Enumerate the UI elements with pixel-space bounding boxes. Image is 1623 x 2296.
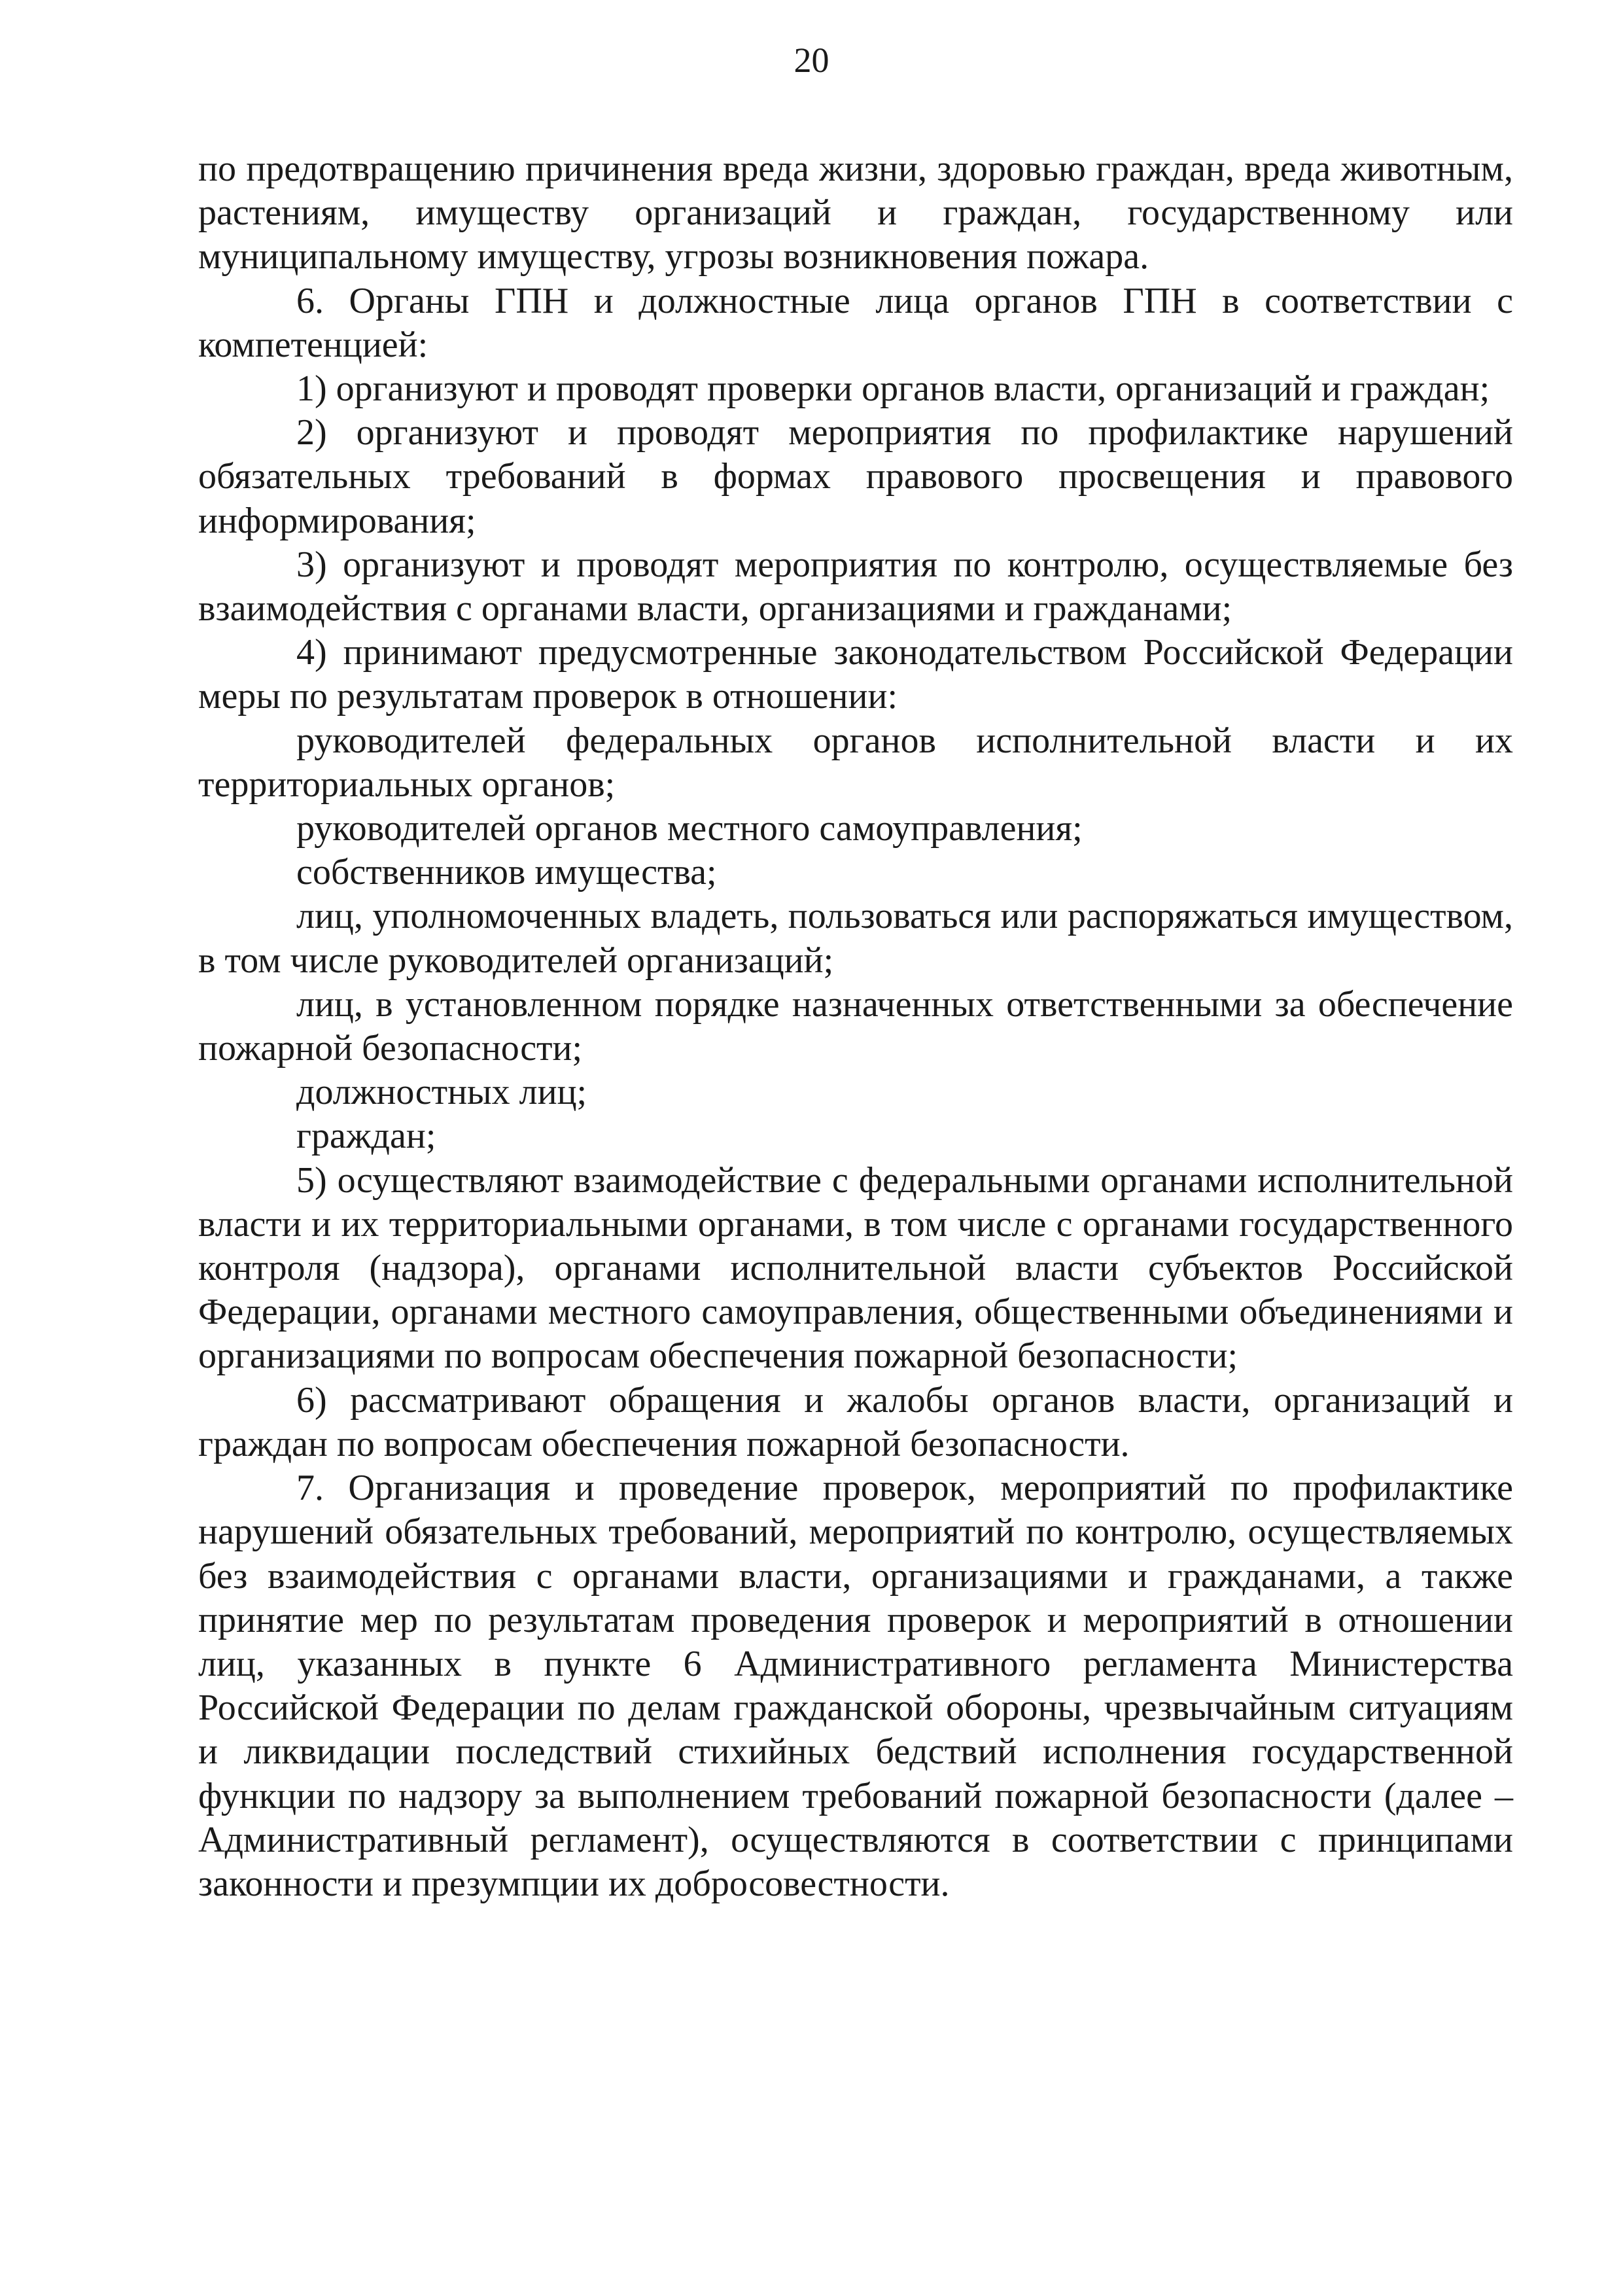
- paragraph-item-6: 6. Органы ГПН и должностные лица органов ГПН в соответствии с компетенцией:: [198, 280, 1513, 365]
- paragraph-subitem-4: 4) принимают предусмотренные законодательством Российской Федерации меры по результатам проверок в отношении:: [198, 632, 1513, 717]
- paragraph-subitem-1: 1) организуют и проводят проверки органов власти, организаций и граждан;: [296, 368, 1490, 410]
- list-entry-officials: должностных лиц;: [296, 1072, 587, 1113]
- paragraph-subitem-3: 3) организуют и проводят мероприятия по контролю, осуществляемые без взаимодействия с органами власти, организациями и гражданами;: [198, 544, 1513, 629]
- paragraph-subitem-5: 5) осуществляют взаимодействие с федеральными органами исполнительной власти и их территориальными органами, в том числе с органами государственного контроля (надзора), органами исполнительной власти субъектов Российской Федерации, органами местного самоуправления, общественными объединениями и организациями по вопросам обеспечения пожарной безопасности;: [198, 1159, 1513, 1377]
- paragraph-continuation: по предотвращению причинения вреда жизни, здоровью граждан, вреда животным, растениям, имуществу организаций и граждан, государственному или муниципальному имуществу, угрозы возникновения пожара.: [198, 149, 1513, 277]
- list-entry-local-heads: руководителей органов местного самоуправления;: [296, 808, 1083, 849]
- list-entry-federal-heads: руководителей федеральных органов исполнительной власти и их территориальных органов;: [198, 720, 1513, 805]
- page-number: 20: [794, 41, 829, 80]
- paragraph-subitem-2: 2) организуют и проводят мероприятия по профилактике нарушений обязательных требований в формах правового просвещения и правового информирования;: [198, 412, 1513, 541]
- list-entry-responsible-persons: лиц, в установленном порядке назначенных ответственными за обеспечение пожарной безопасности;: [198, 983, 1513, 1069]
- paragraph-item-7: 7. Организация и проведение проверок, мероприятий по профилактике нарушений обязательных требований, мероприятий по контролю, осуществляемых без взаимодействия с органами власти, организациями и гражданами, а также принятие мер по результатам проведения проверок и мероприятий в отношении лиц, указанных в пункте 6 Административного регламента Министерства Российской Федерации по делам гражданской обороны, чрезвычайным ситуациям и ликвидации последствий стихийных бедствий исполнения государственной функции по надзору за выполнением требований пожарной безопасности (далее – Административный регламент), осуществляются в соответствии с принципами законности и презумпции их добросовестности.: [198, 1468, 1513, 1904]
- paragraph-subitem-6: 6) рассматривают обращения и жалобы органов власти, организаций и граждан по вопросам обеспечения пожарной безопасности.: [198, 1379, 1513, 1464]
- list-entry-authorized-persons: лиц, уполномоченных владеть, пользоваться или распоряжаться имуществом, в том числе руководителей организаций;: [198, 896, 1513, 981]
- list-entry-property-owners: собственников имущества;: [296, 852, 717, 893]
- document-body: [198, 147, 1513, 1906]
- list-entry-citizens: граждан;: [296, 1116, 436, 1157]
